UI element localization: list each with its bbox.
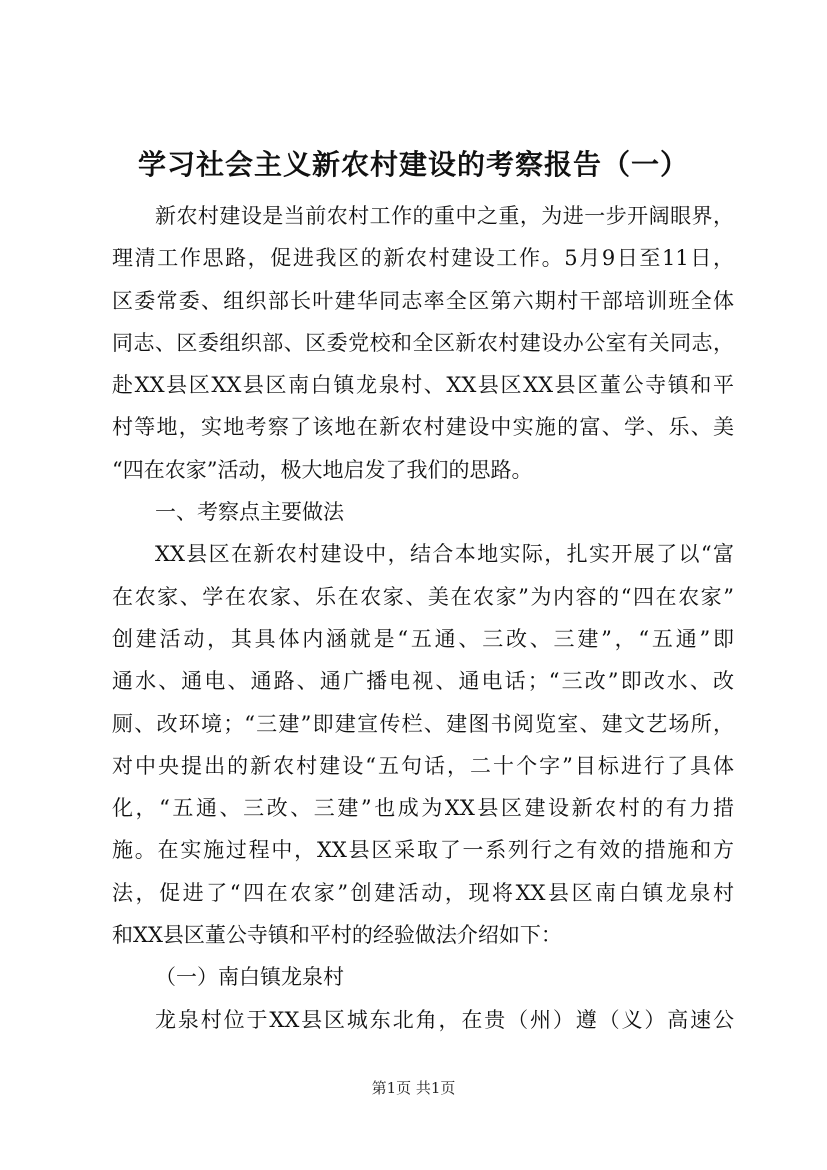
- paragraph-line: 对中央提出的新农村建设“五句话，二十个字”目标进行了具体: [112, 753, 734, 778]
- paragraph-line: “四在农家”活动，极大地启发了我们的思路。: [112, 457, 533, 482]
- paragraph-line: 通水、通电、通路、通广播电视、通电话；“三改”即改水、改: [112, 669, 734, 694]
- paragraph-line: 法，促进了“四在农家”创建活动，现将XX县区南白镇龙泉村: [112, 880, 734, 905]
- paragraph-line: 龙泉村位于XX县区城东北角，在贵（州）遵（义）高速公: [155, 1007, 734, 1032]
- paragraph-line: 厕、改环境；“三建”即建宣传栏、建图书阅览室、建文艺场所，: [112, 711, 734, 736]
- paragraph-line: 化，“五通、三改、三建”也成为XX县区建设新农村的有力措: [112, 796, 734, 821]
- paragraph-line: 村等地，实地考察了该地在新农村建设中实施的富、学、乐、美: [112, 415, 734, 440]
- paragraph-line: 和XX县区董公寺镇和平村的经验做法介绍如下：: [112, 923, 562, 948]
- paragraph-line: 赴XX县区XX县区南白镇龙泉村、XX县区XX县区董公寺镇和平: [112, 373, 734, 398]
- paragraph-line: 区委常委、组织部长叶建华同志率全区第六期村干部培训班全体: [112, 288, 734, 313]
- document-title: 学习社会主义新农村建设的考察报告（一）: [137, 148, 689, 181]
- paragraph-line: 创建活动，其具体内涵就是“五通、三改、三建”，“五通”即: [112, 626, 734, 651]
- paragraph-line: 新农村建设是当前农村工作的重中之重，为进一步开阔眼界，: [155, 204, 734, 228]
- paragraph-line: XX县区在新农村建设中，结合本地实际，扎实开展了以“富: [155, 542, 734, 567]
- paragraph-line: 理清工作思路，促进我区的新农村建设工作。5月9日至11日，: [112, 246, 734, 271]
- subsection-heading: （一）南白镇龙泉村: [155, 965, 344, 990]
- paragraph-line: 施。在实施过程中，XX县区采取了一系列行之有效的措施和方: [112, 838, 734, 863]
- page-number-footer: 第1页 共1页: [371, 1079, 456, 1097]
- section-heading: 一、考察点主要做法: [155, 500, 344, 525]
- paragraph-line: 在农家、学在农家、乐在农家、美在农家”为内容的“四在农家”: [112, 584, 734, 609]
- document-body: [112, 195, 734, 1041]
- paragraph-line: 同志、区委组织部、区委党校和全区新农村建设办公室有关同志，: [112, 330, 734, 355]
